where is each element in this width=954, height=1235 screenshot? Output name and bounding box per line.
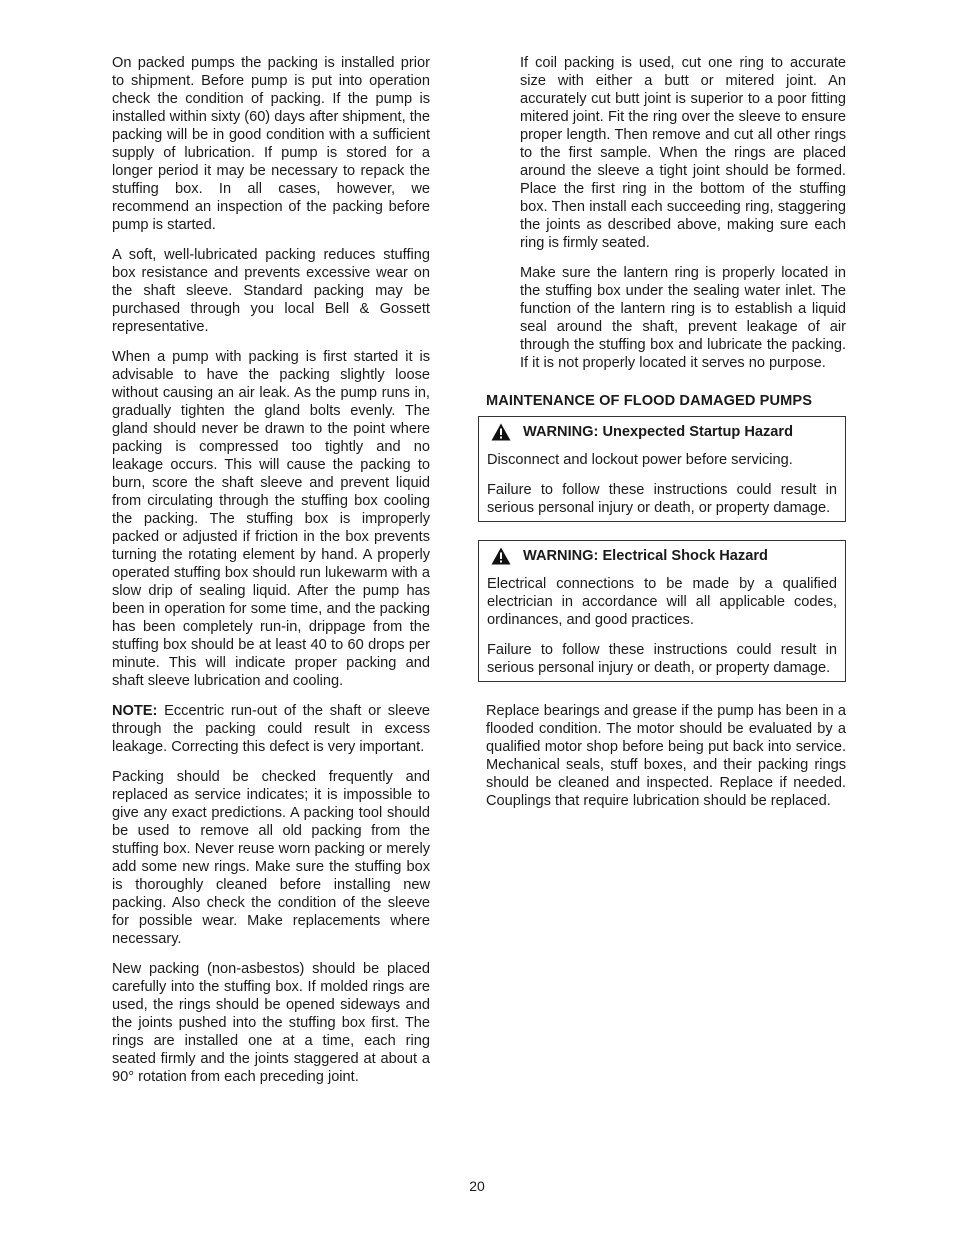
warning-text: Electrical connections to be made by a qualified electrician in accordance will all applicable codes, ordinances, and good practices. [487,576,837,628]
paragraph-new-packing: New packing (non-asbestos) should be placed carefully into the stuffing box. If molded rings are used, the rings should be opened sideways and the joints pushed into the stuffing box first. The rings are installed one at a time, each ring seated firmly and the joints staggered at about a 90° rotation from each preceding joint. [112,961,430,1085]
paragraph-coil-packing: If coil packing is used, cut one ring to accurate size with either a butt or mitered joint. An accurately cut butt joint is superior to a poor fitting mitered joint. Fit the ring over the sleeve to ensure proper length. Then remove and cut all other rings to the first sample. When the rings are placed around the sleeve a tight joint should be formed. Place the first ring in the bottom of the stuffing box. Then install each succeeding ring, staggering the joints as described above, making sure each ring is firmly seated. [520,55,846,251]
note-label: NOTE: [112,703,158,719]
warning-box-startup [478,416,846,522]
warning-header [487,419,837,445]
paragraph-packing-check: Packing should be checked frequently and replaced as service indicates; it is impossible to give any exact predictions. A packing tool should be used to remove all old packing from the stuffing box. Never reuse worn packing or merely add some new rings. Make sure the stuffing box is thoroughly cleaned before installing new packing. Also check the condition of the sleeve for possible wear. Make replacements where necessary. [112,769,430,947]
left-column [112,54,430,1098]
paragraph-soft-packing: A soft, well-lubricated packing reduces stuffing box resistance and prevents excessive wear on the shaft sleeve. Standard packing may be purchased through you local Bell & Gossett representative. [112,247,430,335]
page-number: 20 [469,1178,485,1194]
right-column [478,54,846,822]
paragraph-flood-replace: Replace bearings and grease if the pump has been in a flooded condition. The motor should be evaluated by a qualified motor shop before being put back into service. Mechanical seals, stuff boxes, and their packing rings should be cleaned and inspected. Replace if needed. Couplings that require lubrication should be replaced. [486,703,846,809]
paragraph-packing-intro: On packed pumps the packing is installed prior to shipment. Before pump is put into operation check the condition of packing. If the pump is installed within sixty (60) days after shipment, the packing will be in good condition with a sufficient supply of lubrication. If pump is stored for a longer period it may be necessary to repack the stuffing box. In all cases, however, we recommend an inspection of the packing before pump is started. [112,55,430,233]
warning-title: WARNING: Electrical Shock Hazard [523,548,768,564]
warning-text: Disconnect and lockout power before servicing. [487,452,793,468]
paragraph-lantern-ring: Make sure the lantern ring is properly located in the stuffing box under the sealing water inlet. The function of the lantern ring is to establish a liquid seal around the shaft, prevent leakage of air through the stuffing box and lubricate the packing. If it is not properly located it serves no purpose. [520,265,846,371]
warning-text: Failure to follow these instructions could result in serious personal injury or death, or property damage. [487,642,837,676]
warning-triangle-icon [491,547,511,565]
warning-header [487,543,837,569]
warning-text: Failure to follow these instructions could result in serious personal injury or death, or property damage. [487,482,837,516]
paragraph-first-start: When a pump with packing is first started it is advisable to have the packing slightly loose without causing an air leak. As the pump runs in, gradually tighten the gland bolts evenly. The gland should never be drawn to the point where packing is compressed too tightly and no leakage occurs. This will cause the packing to burn, score the shaft sleeve and prevent liquid from circulating through the stuffing box cooling the packing. The stuffing box is improperly packed or adjusted if friction in the box prevents turning the rotating element by hand. A properly operated stuffing box should run lukewarm with a slow drip of sealing liquid. After the pump has been in operation for some time, and the packing has been completely run-in, drippage from the stuffing box should be at least 40 to 60 drops per minute. This will indicate proper packing and shaft sleeve lubrication and cooling. [112,349,430,689]
warning-box-electrical [478,540,846,682]
warning-triangle-icon [491,423,511,441]
section-heading-flood: MAINTENANCE OF FLOOD DAMAGED PUMPS [486,393,813,409]
warning-title: WARNING: Unexpected Startup Hazard [523,424,794,440]
note-text: Eccentric run-out of the shaft or sleeve through the packing could result in excess leakage. Correcting this defect is very important. [112,703,430,755]
paragraph-note [112,702,430,756]
